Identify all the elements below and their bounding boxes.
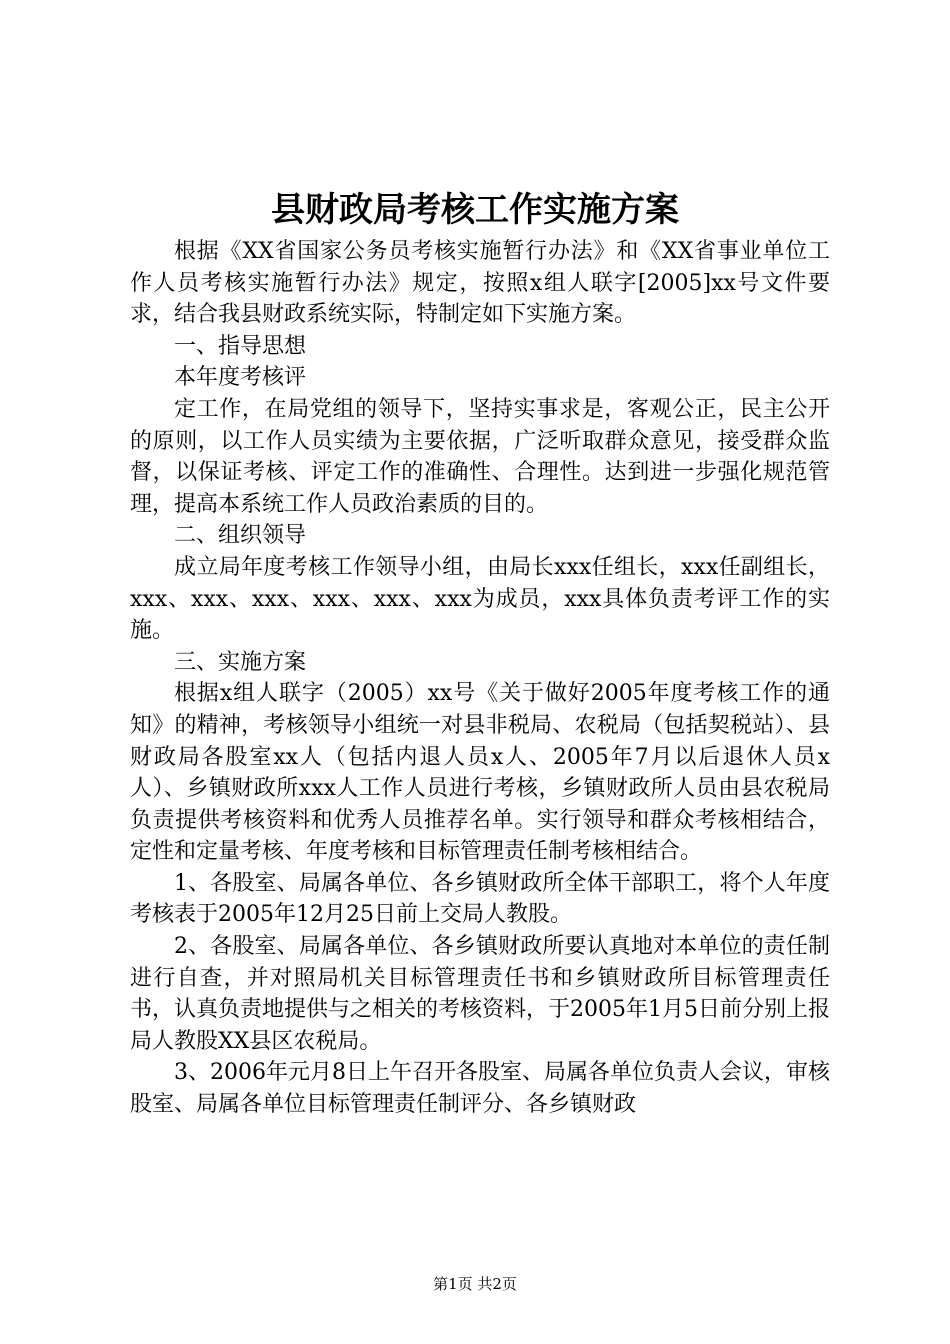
list-item-1: 1、各股室、局属各单位、各乡镇财政所全体干部职工，将个人年度考核表于2005年12月25日前上交局人教股。 [130, 870, 830, 928]
document-title: 县财政局考核工作实施方案 [271, 190, 679, 230]
paragraph-organization: 成立局年度考核工作领导小组，由局长xxx任组长，xxx任副组长，xxx、xxx、xxx、xxx、xxx、xxx为成员，xxx具体负责考评工作的实施。 [130, 554, 830, 644]
section-heading-organization: 二、组织领导 [174, 523, 307, 549]
page-footer: 第1页 共2页 [433, 1275, 517, 1293]
paragraph-guiding-ideology: 定工作，在局党组的领导下，坚持实事求是，客观公正，民主公开的原则，以工作人员实绩为主要依据，广泛听取群众意见，接受群众监督，以保证考核、评定工作的准确性、合理性。达到进一步强化规范管理，提高本系统工作人员政治素质的目的。 [130, 396, 830, 517]
section-heading-implementation: 三、实施方案 [174, 649, 307, 675]
list-item-2: 2、各股室、局属各单位、各乡镇财政所要认真地对本单位的责任制进行自查，并对照局机关目标管理责任书和乡镇财政所目标管理责任书，认真负责地提供与之相关的考核资料，于2005年1月5日前分别上报局人教股XX县区农税局。 [130, 934, 830, 1054]
document-body [130, 236, 830, 1121]
paragraph-line: 本年度考核评 [174, 365, 307, 391]
paragraph-intro: 根据《XX省国家公务员考核实施暂行办法》和《XX省事业单位工作人员考核实施暂行办法》规定，按照x组人联字[2005]xx号文件要求，结合我县财政系统实际，特制定如下实施方案。 [130, 239, 830, 328]
paragraph-implementation: 根据x组人联字（2005）xx号《关于做好2005年度考核工作的通知》的精神，考核领导小组统一对县非税局、农税局（包括契税站）、县财政局各股室xx人（包括内退人员x人、2005年7月以后退休人员x人）、乡镇财政所xxx人工作人员进行考核，乡镇财政所人员由县农税局负责提供考核资料和优秀人员推荐名单。实行领导和群众考核相结合，定性和定量考核、年度考核和目标管理责任制考核相结合。 [130, 681, 830, 865]
section-heading-guiding-ideology: 一、指导思想 [174, 333, 307, 359]
list-item-3: 3、2006年元月8日上午召开各股室、局属各单位负责人会议，审核股室、局属各单位目标管理责任制评分、各乡镇财政 [130, 1060, 830, 1118]
